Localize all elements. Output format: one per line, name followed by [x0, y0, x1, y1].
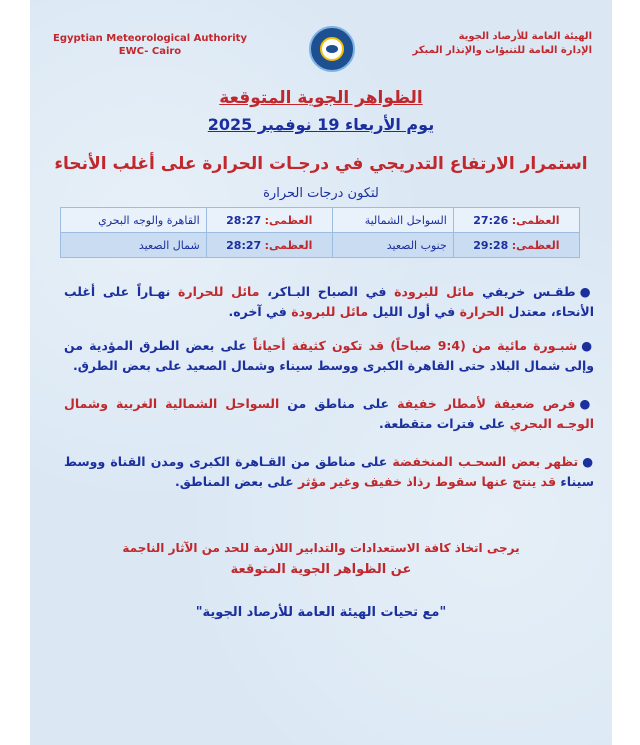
bullet-fog — [64, 336, 594, 376]
bullet-text: على بعض المناطق. — [174, 474, 299, 489]
table-row — [61, 233, 580, 258]
bullet-highlight: فرص ضعيفة لأمطار خفيفة — [397, 396, 576, 411]
region-name: شمال الصعيد — [61, 233, 207, 258]
bullet-highlight: مائل للبرودة — [394, 284, 475, 299]
bullet-highlight: مائل للبرودة — [291, 304, 369, 319]
max-value: 29:28 — [473, 238, 509, 252]
max-temp-cell — [206, 208, 332, 233]
advisory-line-1: يرجى اتخاذ كافة الاستعدادات والتدابير اللازمة للحد من الآثار الناجمة — [122, 541, 520, 555]
bullet-text: طقـس خريفي — [474, 284, 576, 299]
temps-intro: لتكون درجات الحرارة — [263, 186, 379, 201]
department-name-ar: الإدارة العامة للتنبؤات والإنذار المبكر — [412, 45, 592, 56]
max-value: 28:27 — [226, 213, 262, 227]
temperature-table — [60, 207, 580, 258]
max-label: العظمى: — [511, 213, 560, 227]
advisory-line-2: عن الظواهر الجوية المتوقعة — [230, 562, 412, 577]
bullet-highlight: تظهر بعض السحـب المنخفضة — [392, 454, 579, 469]
bullet-text: على مناطق من القـاهرة الكبرى ومدن القناة ووسط سيناء — [64, 454, 594, 489]
bullet-weather — [64, 282, 594, 322]
bullet-dot-icon: ● — [579, 284, 594, 299]
max-value: 27:26 — [473, 213, 509, 227]
max-label: العظمى: — [264, 213, 313, 227]
bullet-clouds — [64, 452, 594, 492]
ema-logo-icon — [309, 26, 355, 72]
bullet-highlight: الحرارة — [459, 304, 505, 319]
bullet-highlight: قد ينتج عنها سقوط رذاذ خفيف وغير مؤثر — [298, 474, 557, 489]
bullet-highlight: شبـورة مائية من (9:4 صباحاً) قد تكون كثيفة أحياناً — [253, 338, 578, 353]
page-title: الظواهر الجوية المتوقعة — [219, 88, 423, 108]
forecast-date: يوم الأربعاء 19 نوفمبر 2025 — [207, 115, 435, 134]
bulletin-page — [30, 0, 612, 745]
max-temp-cell — [453, 233, 579, 258]
max-temp-cell — [206, 233, 332, 258]
table-row — [61, 208, 580, 233]
region-name: السواحل الشمالية — [332, 208, 453, 233]
region-name: القاهرة والوجه البحري — [61, 208, 207, 233]
authority-name-en: Egyptian Meteorological Authority — [53, 33, 247, 44]
max-temp-cell — [453, 208, 579, 233]
bullet-highlight: مائل للحرارة — [178, 284, 260, 299]
bullet-text: في أول الليل — [368, 304, 460, 319]
region-name: جنوب الصعيد — [332, 233, 453, 258]
max-label: العظمى: — [511, 238, 560, 252]
closing-greeting: "مع تحيات الهيئة العامة للأرصاد الجوية" — [195, 605, 447, 620]
bullet-text: في آخره. — [228, 304, 292, 319]
bullet-text: في الصباح البـاكر، — [259, 284, 395, 299]
bullet-dot-icon: ● — [582, 454, 594, 469]
max-label: العظمى: — [264, 238, 313, 252]
bullet-dot-icon: ● — [579, 396, 594, 411]
bullet-text: على فترات متقطعة. — [378, 416, 510, 431]
bullet-text: على مناطق من — [279, 396, 398, 411]
forecast-headline: استمرار الارتفاع التدريجي في درجـات الحرارة على أغلب الأنحاء — [54, 154, 588, 174]
max-value: 28:27 — [226, 238, 262, 252]
bullet-text: على بعض الطرق المؤدية من وإلى شمال البلاد حتى القاهرة الكبرى ووسط سيناء وشمال الصعيد على بعض الطرق. — [64, 338, 594, 373]
bullet-dot-icon: ● — [581, 338, 595, 353]
bullet-highlight: السواحل الشمالية الغربية وشمال الوجـه البحري — [64, 396, 594, 431]
bullet-rain — [64, 394, 594, 434]
authority-name-ar: الهيئة العامة للأرصاد الجوية — [458, 31, 592, 42]
bullet-text: نهـاراً على أغلب الأنحاء، معتدل — [64, 284, 594, 319]
office-name-en: EWC- Cairo — [118, 46, 182, 57]
